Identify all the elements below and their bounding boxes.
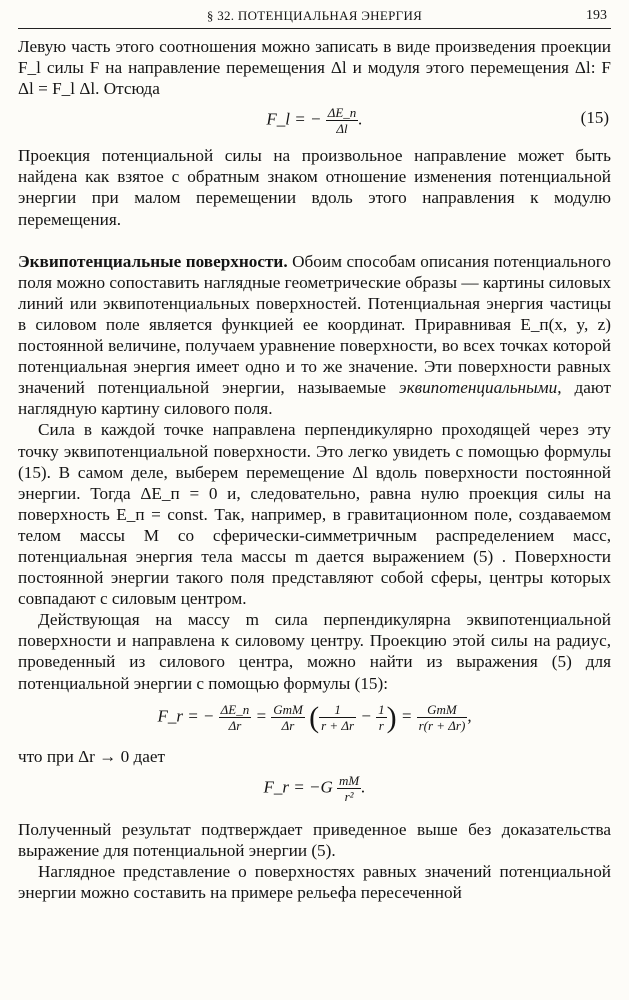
limit-line: что при Δr → 0 дает bbox=[18, 746, 166, 766]
eqfinal-tail: . bbox=[361, 777, 366, 797]
eqfinal-lhs: F_r = −G bbox=[263, 777, 333, 797]
running-header bbox=[18, 6, 611, 29]
paragraph-3-text: Обоим способам описания потенциального поля можно сопоставить наглядные геометрические образы — картины силовых линий или эквипотенциальных поверхностей. Потенциальная энергия частицы в силовом поле является функцией ее координат. Приравнивая E_п(x, y, z) постоянной величине, получаем уравнение поверхности, во всех точках которой потенциальная энергия имеет одно и то же значение. Эти поверхности равных значений потенциальной энергии, называемые bbox=[18, 251, 612, 398]
eqfr-fraction-1 bbox=[219, 702, 252, 733]
eqfr-f3-num: 1 bbox=[319, 702, 356, 718]
right-paren: ) bbox=[386, 700, 397, 734]
eqfr-f2-num: GmM bbox=[273, 701, 303, 717]
eqfr-f1-num: ΔE_п bbox=[220, 701, 250, 717]
eqfr-lhs: F_r = − bbox=[157, 706, 215, 726]
paragraph-4: Сила в каждой точке направлена перпендикулярно проходящей через эту точку эквипотенциальной поверхности. Это легко увидеть с помощью формулы (15). В самом деле, выберем перемещение Δl вдоль поверхности постоянной энергии. Тогда ΔE_п = 0 и, следовательно, равна нулю проекция силы на поверхность E_п = const. Так, например, в гравитационном поле, создаваемом телом массы M со сферически-симметричным распределением масс, потенциальная энергия тела массы m дается выражением (5) . Поверхности постоянной энергии такого поля представляют собой сферы, центры которых совпадают с силовым центром. bbox=[18, 420, 611, 609]
equation-15 bbox=[18, 99, 611, 145]
eqfr-minus: − bbox=[360, 706, 372, 726]
eq15-denominator: Δl bbox=[336, 121, 348, 137]
equation-final bbox=[18, 767, 611, 819]
eqfr-fraction-4 bbox=[376, 702, 387, 733]
eqfr-tail: , bbox=[467, 706, 472, 726]
italic-term: эквипотенциальными bbox=[398, 378, 558, 398]
eq15-tail: . bbox=[358, 109, 363, 129]
paragraph-3 bbox=[18, 251, 611, 420]
eqfr-eq1: = bbox=[255, 706, 267, 726]
equation-fr bbox=[18, 694, 611, 746]
eqfr-f4-den: r bbox=[378, 717, 384, 733]
eqfr-f3-den: r + Δr bbox=[321, 717, 355, 733]
page-body bbox=[18, 36, 611, 903]
equation-number: (15) bbox=[580, 108, 609, 128]
eqfinal-fraction bbox=[337, 773, 361, 804]
eq15-numerator: ΔE_п bbox=[327, 105, 357, 121]
eqfr-fraction-5 bbox=[417, 702, 468, 733]
eq15-lhs: F_l = − bbox=[266, 109, 322, 129]
eqfr-fraction-2 bbox=[271, 702, 305, 733]
page-number: 193 bbox=[586, 8, 607, 23]
section-title: § 32. ПОТЕНЦИАЛЬНАЯ ЭНЕРГИЯ bbox=[206, 8, 423, 23]
paragraph-2: Проекция потенциальной силы на произвольное направление может быть найдена как взятое с обратным знаком отношение изменения потенциальной энергии при малом перемещении вдоль этого направления к модулю перемещения. bbox=[18, 146, 611, 229]
spacer bbox=[18, 230, 611, 251]
eq15-fraction bbox=[326, 105, 359, 136]
section-heading: Эквипотенциальные поверхности. bbox=[18, 251, 288, 271]
paragraph-1: Левую часть этого соотношения можно записать в виде произведения проекции F_l силы F на направление перемещения Δl и модуля этого перемещения Δl: F Δl = F_l Δl. Отсюда bbox=[18, 37, 611, 99]
paragraph-7: Наглядное представление о поверхностях равных значений потенциальной энергии можно составить на примере рельефа пересеченной bbox=[18, 861, 611, 902]
eqfr-eq2: = bbox=[400, 706, 413, 726]
paragraph-3-tail: , дают наглядную картину силового поля. bbox=[18, 378, 611, 419]
paragraph-5: Действующая на массу m сила перпендикулярна эквипотенциальной поверхности и направлена к силовому центру. Проекцию этой силы на радиус, проведенный из силового центра, можно найти из выражения (5) для потенциальной энергии с помощью формулы (15): bbox=[18, 610, 611, 693]
eqfr-f5-num: GmM bbox=[417, 702, 468, 718]
eqfr-f5-den: r(r + Δr) bbox=[418, 717, 466, 733]
eqfr-fraction-3 bbox=[319, 702, 356, 733]
paragraph-6: Полученный результат подтверждает приведенное выше без доказательства выражение для потенциальной энергии (5). bbox=[18, 819, 611, 860]
eqfinal-den: r² bbox=[344, 788, 354, 804]
left-paren: ( bbox=[309, 700, 320, 734]
eqfr-f1-den: Δr bbox=[228, 717, 242, 733]
eqfr-f2-den: Δr bbox=[281, 717, 295, 733]
eqfinal-num: mM bbox=[339, 772, 360, 788]
eqfr-f4-num: 1 bbox=[378, 701, 385, 717]
